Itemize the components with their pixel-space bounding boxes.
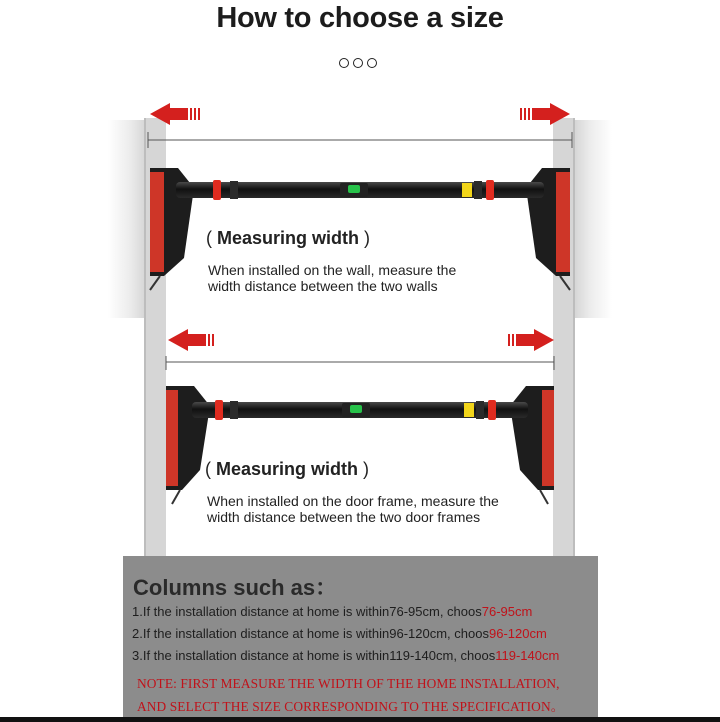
spec-item: 3.If the installation distance at home is within119-140cm, choos119-140cm [132,648,560,663]
section-label-wall: ( Measuring width ) [206,228,371,248]
spec-item: 1.If the installation distance at home is within76-95cm, choos76-95cm [132,604,533,619]
bottom-divider [0,717,720,722]
size-columns-panel [123,556,598,722]
spec-item: 2.If the installation distance at home is within96-120cm, choos96-120cm [132,626,547,641]
note-line-1: NOTE: FIRST MEASURE THE WIDTH OF THE HOME INSTALLATION, [137,676,560,691]
pullup-bar-bottom [192,400,528,420]
columns-title: Columns such as： [133,575,338,600]
section-desc-door: When installed on the door frame, measure the width distance between the two door frames [207,493,499,525]
pullup-bar-top [176,180,544,200]
arrow-right-bottom-icon [508,329,554,351]
left-wall [108,120,148,318]
section-desc-wall: When installed on the wall, measure the width distance between the two walls [208,262,457,294]
note-line-2: AND SELECT THE SIZE CORRESPONDING TO THE SPECIFICATION。 [137,699,565,714]
right-wall [572,120,612,318]
section-label-door: ( Measuring width ) [205,459,370,479]
arrow-left-bottom-icon [168,329,214,351]
page-title: How to choose a size [216,2,504,34]
